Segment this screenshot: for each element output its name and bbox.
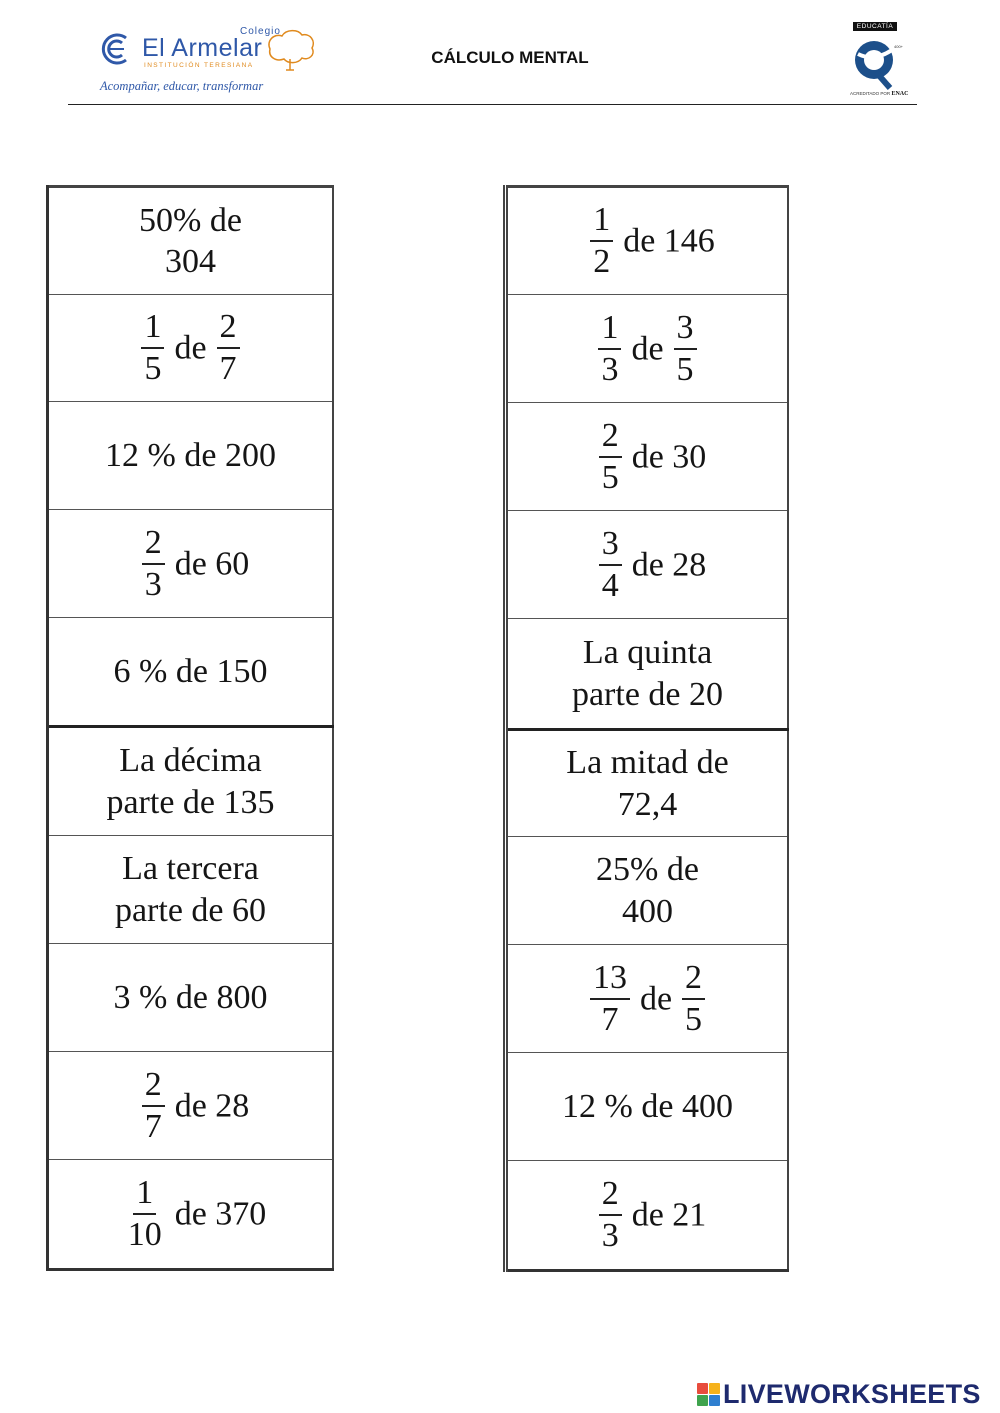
fraction-denominator: 3 xyxy=(601,350,619,388)
exercise-text-line: La quinta xyxy=(582,634,713,672)
exercise-text: de 146 xyxy=(623,222,715,260)
exercise-cell xyxy=(506,1161,789,1271)
exercise-row xyxy=(48,402,334,510)
exercise-cell xyxy=(48,836,334,944)
fraction xyxy=(599,524,622,604)
fraction-denominator: 3 xyxy=(601,1217,619,1254)
liveworksheets-brand xyxy=(697,1378,981,1410)
fraction-numerator: 3 xyxy=(674,311,697,350)
fraction-numerator: 2 xyxy=(142,526,165,565)
fraction-numerator: 13 xyxy=(590,961,630,1000)
liveworksheets-logo-icon xyxy=(697,1383,720,1406)
certification-logo xyxy=(848,20,909,100)
fraction xyxy=(598,308,621,388)
fraction-numerator: 1 xyxy=(141,310,164,349)
exercise-cell xyxy=(506,730,789,837)
exercise-cell xyxy=(48,1052,334,1160)
exercise-row xyxy=(506,730,789,837)
exercise-text-line: 25% de xyxy=(596,851,699,889)
exercise-text: de 60 xyxy=(174,544,250,582)
exercise-cell xyxy=(506,295,789,403)
exercise-row xyxy=(48,944,334,1052)
exercise-text-line: La tercera xyxy=(122,850,259,888)
exercise-text-line: 6 % de 150 xyxy=(113,652,268,690)
exercise-text-line: 400 xyxy=(622,892,673,930)
exercise-text: de 21 xyxy=(631,1196,707,1234)
fraction xyxy=(682,958,705,1038)
fraction-denominator: 2 xyxy=(593,243,611,280)
fraction xyxy=(590,958,630,1038)
fraction xyxy=(590,203,613,279)
exercise-row xyxy=(48,727,334,836)
fraction-numerator: 1 xyxy=(598,311,621,350)
exercise-text: de 28 xyxy=(631,545,707,583)
tree-icon xyxy=(262,27,318,71)
fraction xyxy=(142,1065,165,1145)
logo-tile xyxy=(697,1383,708,1394)
exercise-row xyxy=(48,187,334,295)
exercise-cell xyxy=(506,187,789,295)
fraction xyxy=(674,308,697,388)
exercise-cell xyxy=(48,295,334,402)
school-subtitle: INSTITUCIÓN TERESIANA xyxy=(144,62,254,69)
exercise-text: de xyxy=(639,979,673,1017)
fraction-denominator: 5 xyxy=(144,350,162,387)
fraction-numerator: 2 xyxy=(142,1068,165,1107)
exercise-cell xyxy=(48,1160,334,1270)
exercise-text-line: parte de 20 xyxy=(571,675,724,713)
exercise-cell xyxy=(506,837,789,945)
fraction-denominator: 4 xyxy=(601,566,619,604)
fraction-denominator: 5 xyxy=(685,1000,703,1038)
logo-tile xyxy=(697,1395,708,1406)
exercise-cell xyxy=(506,945,789,1053)
exercise-text-line: parte de 135 xyxy=(106,783,275,821)
liveworksheets-wordmark: LIVEWORKSHEETS xyxy=(723,1378,981,1409)
fraction-numerator: 1 xyxy=(590,203,613,242)
fraction-numerator: 2 xyxy=(217,310,240,349)
school-emblem-icon xyxy=(100,32,134,66)
right-exercise-table xyxy=(503,185,789,1272)
logo-tile xyxy=(709,1395,720,1406)
exercise-row xyxy=(506,403,789,511)
certification-top-label: EDUCATÍA xyxy=(853,22,897,31)
fraction-numerator: 2 xyxy=(599,1177,622,1216)
exercise-text-line: 72,4 xyxy=(617,785,678,823)
school-small-label: Colegio xyxy=(240,26,281,37)
fraction xyxy=(142,523,165,603)
exercise-cell xyxy=(48,402,334,510)
fraction-numerator: 2 xyxy=(599,419,622,458)
exercise-row xyxy=(48,836,334,944)
exercise-cell xyxy=(506,403,789,511)
exercise-text-line: La mitad de xyxy=(566,744,729,782)
page-header xyxy=(0,0,1000,110)
fraction-denominator: 5 xyxy=(676,350,694,388)
fraction-denominator: 3 xyxy=(144,565,162,603)
exercise-cell xyxy=(506,511,789,619)
header-divider xyxy=(68,104,917,105)
fraction-denominator: 7 xyxy=(144,1107,162,1145)
exercise-row xyxy=(48,510,334,618)
svg-text:400+: 400+ xyxy=(894,44,904,49)
exercise-text: de 30 xyxy=(631,437,707,475)
fraction-denominator: 7 xyxy=(219,350,237,387)
fraction xyxy=(599,416,622,496)
exercise-row xyxy=(506,1053,789,1161)
exercise-text-line: 304 xyxy=(165,243,216,280)
exercise-row xyxy=(48,1160,334,1270)
quality-q-icon xyxy=(850,32,904,92)
exercise-text-line: 12 % de 200 xyxy=(105,436,276,474)
exercise-text-line: 50% de xyxy=(139,201,242,239)
fraction xyxy=(141,310,164,386)
school-logo xyxy=(98,22,318,98)
school-motto: Acompañar, educar, transformar xyxy=(100,79,264,93)
exercise-cell xyxy=(506,619,789,730)
exercise-text-line: 12 % de 400 xyxy=(562,1087,733,1125)
fraction xyxy=(125,1176,165,1252)
certification-bottom: ACREDITADO POR ENAC xyxy=(850,91,909,97)
exercise-row xyxy=(506,837,789,945)
exercise-row xyxy=(506,187,789,295)
exercise-row xyxy=(506,511,789,619)
left-exercise-table xyxy=(46,185,334,1271)
exercise-cell xyxy=(48,187,334,295)
exercise-text: de 28 xyxy=(174,1086,250,1124)
exercise-cell xyxy=(48,727,334,836)
exercise-text: de xyxy=(174,329,207,367)
fraction-numerator: 1 xyxy=(133,1176,156,1215)
logo-tile xyxy=(709,1383,720,1394)
fraction-denominator: 10 xyxy=(127,1216,162,1253)
fraction-denominator: 5 xyxy=(601,458,619,496)
exercise-text-line: 3 % de 800 xyxy=(113,978,268,1016)
fraction-denominator: 7 xyxy=(601,1000,619,1038)
exercise-text: de 370 xyxy=(174,1195,267,1233)
exercise-text: de xyxy=(631,329,664,367)
exercise-cell xyxy=(48,510,334,618)
page-title: CÁLCULO MENTAL xyxy=(431,48,589,67)
fraction xyxy=(599,1177,622,1253)
fraction xyxy=(217,310,240,386)
exercise-row xyxy=(506,945,789,1053)
school-name: El Armelar xyxy=(142,34,263,62)
fraction-numerator: 2 xyxy=(682,961,705,1000)
exercise-text-line: parte de 60 xyxy=(114,891,267,929)
exercise-row xyxy=(506,1161,789,1271)
exercise-cell xyxy=(48,618,334,727)
exercise-row xyxy=(48,618,334,727)
exercise-row xyxy=(506,619,789,730)
exercise-row xyxy=(48,295,334,402)
exercise-cell xyxy=(506,1053,789,1161)
exercise-text-line: La décima xyxy=(119,742,262,780)
exercise-row xyxy=(48,1052,334,1160)
exercise-cell xyxy=(48,944,334,1052)
exercise-row xyxy=(506,295,789,403)
fraction-numerator: 3 xyxy=(599,527,622,566)
